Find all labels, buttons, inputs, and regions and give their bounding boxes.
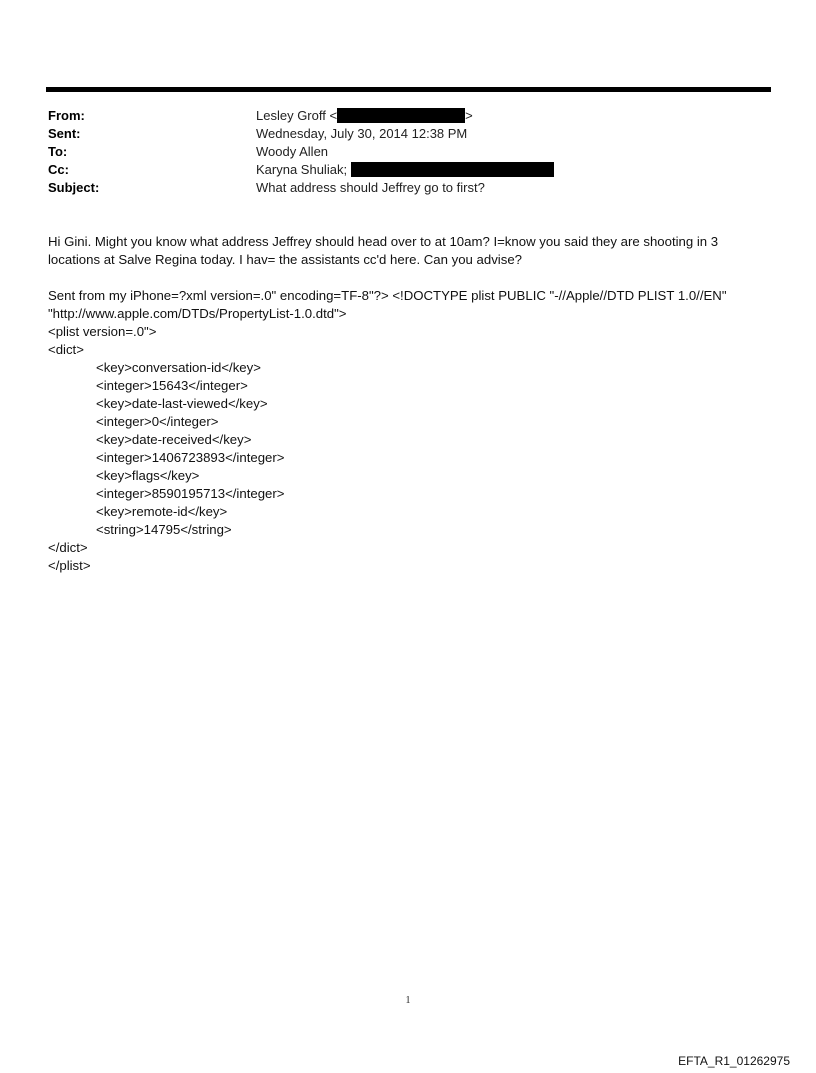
xml-line: <integer>8590195713</integer> — [96, 486, 285, 501]
email-body — [48, 233, 773, 575]
xml-line: <integer>1406723893</integer> — [96, 450, 285, 465]
header-rule — [46, 87, 771, 92]
to-label: To: — [48, 144, 68, 159]
xml-line: <integer>15643</integer> — [96, 378, 248, 393]
xml-line: <key>conversation-id</key> — [96, 360, 261, 375]
subject-label: Subject: — [48, 180, 100, 195]
email-header — [48, 107, 768, 197]
xml-line: <key>remote-id</key> — [96, 504, 228, 519]
redaction-box — [337, 108, 465, 123]
from-close: > — [465, 108, 473, 123]
redaction-box — [351, 162, 554, 177]
signature-line: Sent from my iPhone=?xml version=.0" encoding=TF-8"?> <!DOCTYPE plist PUBLIC "-//Apple//DTD PLIST 1.0//EN" "http://www.apple.com/DTDs/PropertyList-1.0.dtd"> — [48, 288, 727, 321]
plist-open: <plist version=.0"> — [48, 324, 157, 339]
document-id: EFTA_R1_01262975 — [678, 1054, 790, 1068]
xml-line: <string>14795</string> — [96, 522, 232, 537]
from-name: Lesley Groff < — [256, 108, 338, 123]
subject-value: What address should Jeffrey go to first? — [256, 180, 485, 195]
dict-close: </dict> — [48, 540, 88, 555]
cc-value-wrap — [256, 161, 554, 179]
subject-row — [48, 179, 768, 197]
xml-line: <integer>0</integer> — [96, 414, 219, 429]
from-label: From: — [48, 108, 85, 123]
xml-line: <key>date-last-viewed</key> — [96, 396, 268, 411]
page-number: 1 — [405, 995, 411, 1006]
sent-label: Sent: — [48, 126, 81, 141]
from-value — [256, 107, 473, 125]
from-row — [48, 107, 768, 125]
dict-open: <dict> — [48, 342, 84, 357]
sent-row — [48, 125, 768, 143]
cc-row — [48, 161, 768, 179]
xml-line: <key>flags</key> — [96, 468, 200, 483]
to-value: Woody Allen — [256, 144, 329, 159]
message-paragraph: Hi Gini. Might you know what address Jeffrey should head over to at 10am? I=know you said they are shooting in 3 locations at Salve Regina today. I hav= the assistants cc'd here. Can you advise? — [48, 234, 719, 267]
plist-close: </plist> — [48, 558, 91, 573]
xml-line: <key>date-received</key> — [96, 432, 252, 447]
sent-value: Wednesday, July 30, 2014 12:38 PM — [256, 126, 468, 141]
cc-value: Karyna Shuliak; — [256, 162, 348, 177]
to-row — [48, 143, 768, 161]
cc-label: Cc: — [48, 162, 69, 177]
